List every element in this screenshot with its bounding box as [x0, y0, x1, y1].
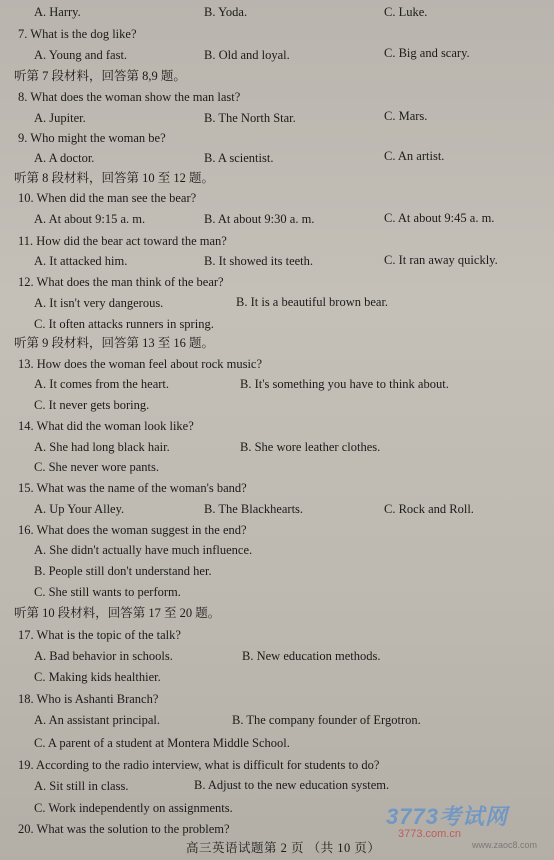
- answer-option: B. A scientist.: [204, 151, 274, 165]
- section-instruction: 听第 8 段材料，回答第 10 至 12 题。: [14, 171, 215, 185]
- answer-option: A. Sit still in class.: [34, 779, 129, 793]
- answer-option: B. It's something you have to think about.: [240, 377, 449, 391]
- answer-option: C. Luke.: [384, 5, 428, 19]
- answer-option: B. It showed its teeth.: [204, 254, 314, 268]
- question-stem: 13. How does the woman feel about rock music?: [18, 357, 263, 371]
- answer-option: B. The North Star.: [204, 111, 296, 125]
- question-stem: 19. According to the radio interview, what is difficult for students to do?: [18, 758, 380, 772]
- answer-option: C. Rock and Roll.: [384, 502, 474, 516]
- answer-option: A. At about 9:15 a. m.: [34, 212, 146, 226]
- answer-option: A. She had long black hair.: [34, 440, 170, 454]
- answer-option: A. Jupiter.: [34, 111, 86, 125]
- answer-option: B. It is a beautiful brown bear.: [236, 295, 389, 309]
- answer-option: A. Young and fast.: [34, 48, 128, 62]
- answer-option: B. At about 9:30 a. m.: [204, 212, 315, 226]
- page-footer: 高三英语试题第 2 页 （共 10 页）: [186, 841, 381, 855]
- answer-option: C. It never gets boring.: [34, 398, 150, 412]
- question-stem: 12. What does the man think of the bear?: [18, 275, 224, 289]
- answer-option: B. New education methods.: [242, 649, 381, 663]
- answer-option: A. Harry.: [34, 5, 81, 19]
- question-stem: 17. What is the topic of the talk?: [18, 628, 181, 642]
- answer-option: B. Old and loyal.: [204, 48, 290, 62]
- answer-option: A. An assistant principal.: [34, 713, 161, 727]
- answer-option: C. It often attacks runners in spring.: [34, 317, 214, 331]
- question-stem: 7. What is the dog like?: [18, 27, 137, 41]
- question-stem: 14. What did the woman look like?: [18, 419, 194, 433]
- answer-option: C. Making kids healthier.: [34, 670, 161, 684]
- question-stem: 16. What does the woman suggest in the end?: [18, 523, 247, 537]
- answer-option: A. She didn't actually have much influence.: [34, 543, 253, 557]
- section-instruction: 听第 9 段材料，回答第 13 至 16 题。: [14, 336, 215, 350]
- answer-option: A. It comes from the heart.: [34, 377, 170, 391]
- answer-option: A. It isn't very dangerous.: [34, 296, 164, 310]
- answer-option: C. She still wants to perform.: [34, 585, 181, 599]
- question-stem: 15. What was the name of the woman's band?: [18, 481, 247, 495]
- question-stem: 9. Who might the woman be?: [18, 131, 166, 145]
- answer-option: A. It attacked him.: [34, 254, 128, 268]
- answer-option: C. Mars.: [384, 109, 428, 123]
- answer-option: B. The Blackhearts.: [204, 502, 304, 516]
- answer-option: A. A doctor.: [34, 151, 95, 165]
- answer-option: C. She never wore pants.: [34, 460, 159, 474]
- watermark-url: 3773.com.cn: [398, 828, 461, 840]
- question-stem: 10. When did the man see the bear?: [18, 191, 197, 205]
- answer-option: C. Work independently on assignments.: [34, 801, 233, 815]
- answer-option: B. She wore leather clothes.: [240, 440, 381, 454]
- answer-option: B. Yoda.: [204, 5, 248, 19]
- answer-option: C. Big and scary.: [384, 46, 470, 60]
- question-stem: 18. Who is Ashanti Branch?: [18, 692, 159, 706]
- answer-option: B. Adjust to the new education system.: [194, 778, 390, 792]
- answer-option: C. It ran away quickly.: [384, 253, 498, 267]
- section-instruction: 听第 7 段材料，回答第 8,9 题。: [14, 69, 186, 83]
- answer-option: C. An artist.: [384, 149, 445, 163]
- answer-option: C. At about 9:45 a. m.: [384, 211, 495, 225]
- answer-option: C. A parent of a student at Montera Middle School.: [34, 736, 290, 750]
- section-instruction: 听第 10 段材料，回答第 17 至 20 题。: [14, 606, 221, 620]
- question-stem: 11. How did the bear act toward the man?: [18, 234, 227, 248]
- answer-option: B. People still don't understand her.: [34, 564, 212, 578]
- watermark-logo: 3773考试网: [386, 804, 508, 829]
- question-stem: 8. What does the woman show the man last?: [18, 90, 241, 104]
- question-stem: 20. What was the solution to the problem?: [18, 822, 230, 836]
- answer-option: A. Bad behavior in schools.: [34, 649, 173, 663]
- answer-option: B. The company founder of Ergotron.: [232, 713, 421, 727]
- answer-option: A. Up Your Alley.: [34, 502, 125, 516]
- watermark-site: www.zaoc8.com: [472, 840, 538, 850]
